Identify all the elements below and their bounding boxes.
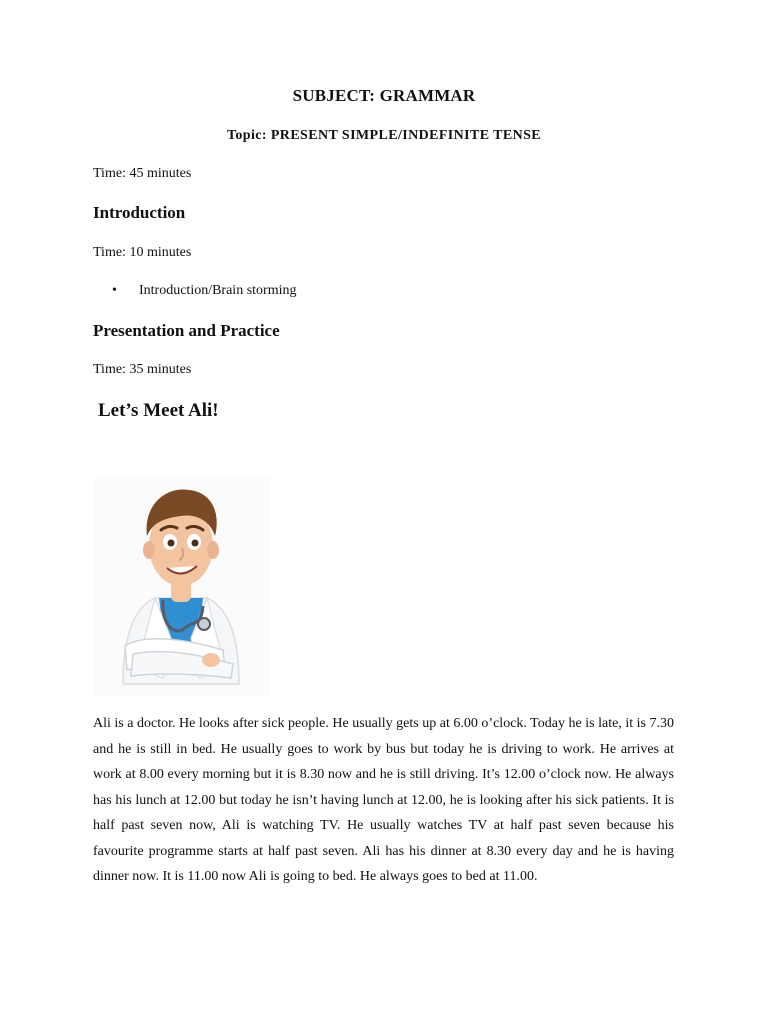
topic-value: PRESENT SIMPLE/INDEFINITE TENSE — [270, 128, 542, 143]
presentation-heading: Presentation and Practice — [93, 321, 280, 340]
introduction-time: Time: 10 minutes — [93, 245, 192, 260]
introduction-heading: Introduction — [93, 203, 186, 222]
story-paragraph: Ali is a doctor. He looks after sick people. He usually gets up at 6.00 o’clock. Today he is late, it is 7.30 and he is still in bed. He usually goes to work by bus but today he is driving to work. He arrives at work at 8.00 every morning but it is 8.30 now and he is still driving. It’s 12.00 o’clock now. He always has his lunch at 12.00 but today he isn’t having lunch at 12.00, he is looking after his sick patients. It is half past seven now, Ali is watching TV. He usually watches TV at half past seven because his favourite programme starts at half past seven. Ali has his dinner at 8.30 every day and he is having dinner now. It is 11.00 now Ali is going to bed. He always goes to bed at 11.00. — [93, 716, 674, 884]
meet-heading: Let’s Meet Ali! — [98, 400, 219, 421]
bullet-icon: • — [112, 283, 117, 298]
total-time: Time: 45 minutes — [93, 166, 192, 181]
bullet-text: Introduction/Brain storming — [139, 283, 297, 298]
subject-title: SUBJECT: GRAMMAR — [292, 86, 476, 105]
doctor-illustration — [93, 478, 269, 696]
presentation-time: Time: 35 minutes — [93, 362, 192, 377]
cartoon-doctor-illustration-icon — [93, 478, 269, 696]
topic-label: Topic: — [226, 128, 267, 143]
topic-line — [0, 128, 768, 144]
